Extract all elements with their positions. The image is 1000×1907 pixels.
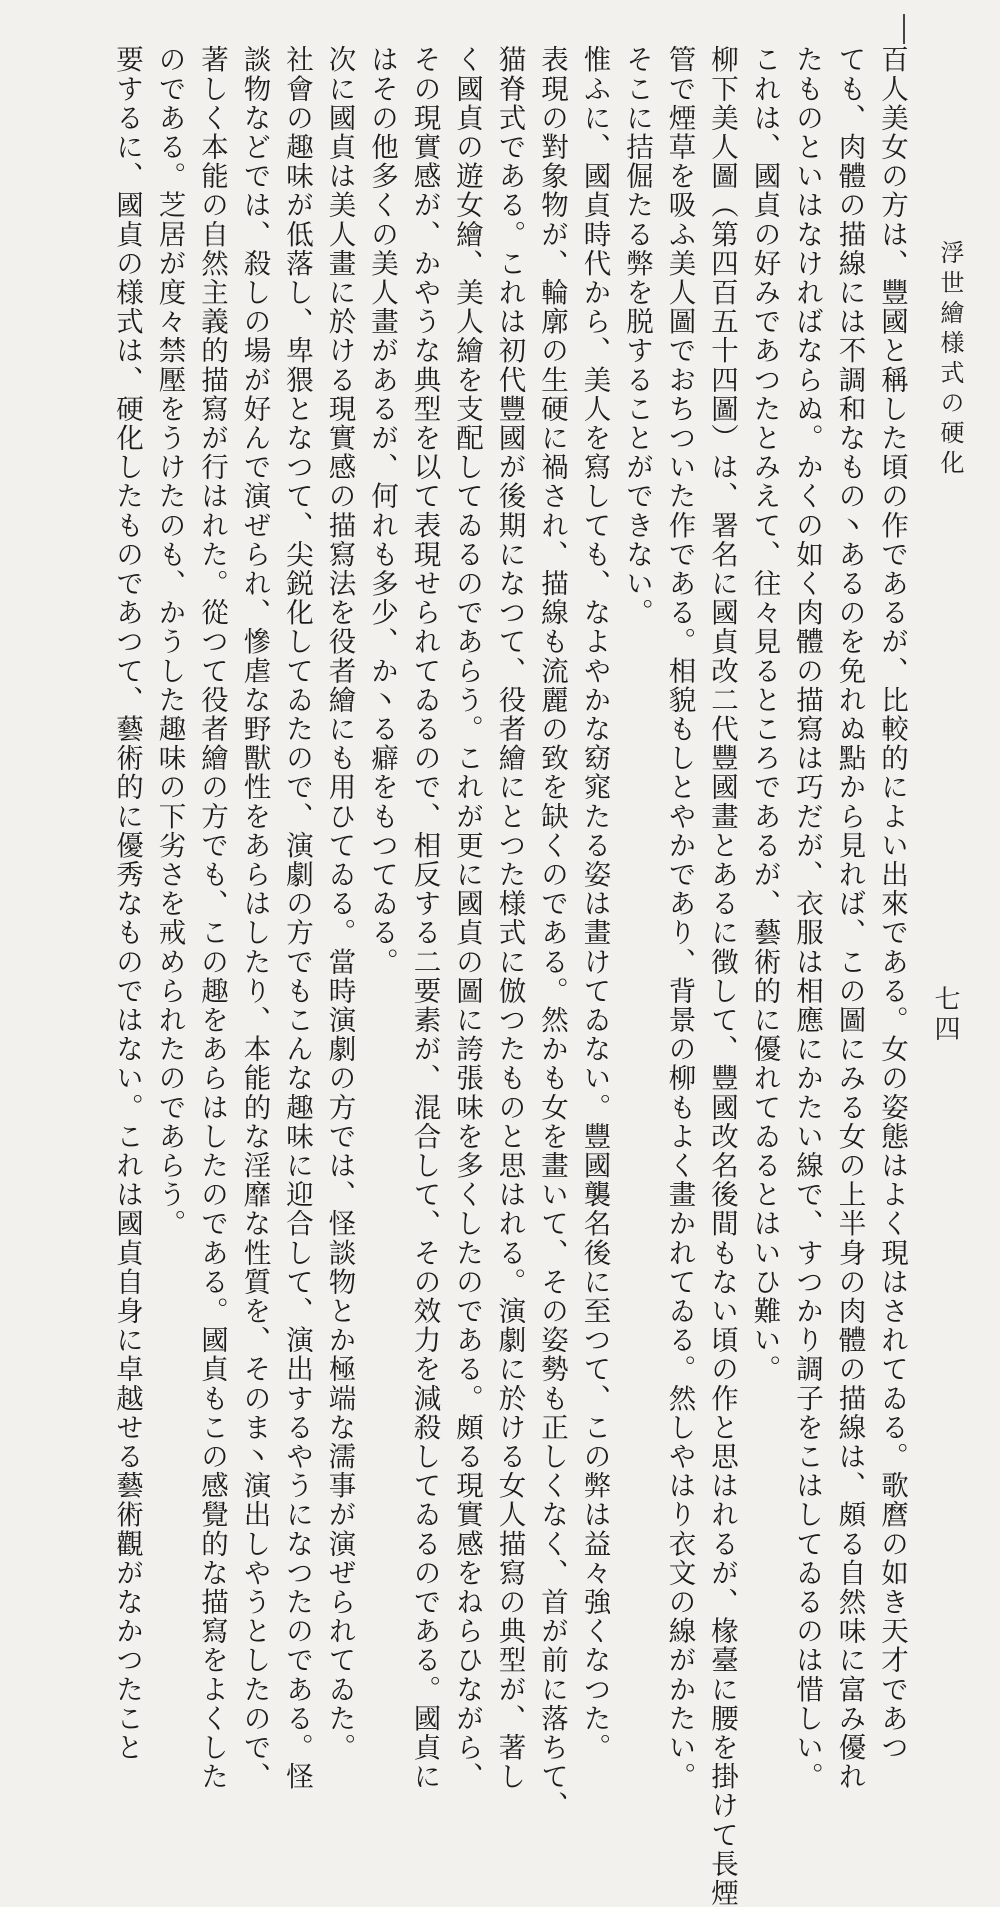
text-column: 要するに、國貞の様式は、硬化したものであつて、藝術的に優秀なものではない。これは國貞自身に卓越せる藝術觀がなかつたこと [111,45,143,1762]
text-column: 社會の趣味が低落し、卑猥となつて、尖鋭化してゐたので、演劇の方でもこんな趣味に迎合して、演出するやうになつたのである。怪 [281,45,313,1791]
text-column: 管で煙草を吸ふ美人圖でおちついた作である。相貌もしとやかであり、背景の柳もよく畫かれてゐる。然しやはり衣文の線がかたい。 [663,45,696,1791]
text-column: はその他多くの美人畫があるが、何れも多少、か丶る癖をもつてゐる。 [366,45,398,977]
text-column: く國貞の遊女繪、美人繪を支配してゐるのであらう。これが更に國貞の圖に誇張味を多くしたのである。頗る現實感をねらひながら、 [451,45,483,1791]
running-head: 浮世繪様式の硬化 [936,240,964,480]
page-number: 七四 [930,985,960,1045]
text-column: たものといはなければならぬ。かくの如く肉體の描寫は巧だが、衣服は相應にかたい線で、すつかり調子をこはしてゐるのは惜しい。 [791,45,823,1791]
text-column: 次に國貞は美人畫に於ける現實感の描寫法を役者繪にも用ひてゐる。當時演劇の方では、怪談物とか極端な濡事が演ぜられてゐた。 [323,45,356,1762]
page-edge-mark [903,14,905,44]
text-column: 猫脊式である。これは初代豐國が後期になつて、役者繪にとつた様式に倣つたものと思はれる。演劇に於ける女人描寫の典型が、著し [493,45,526,1791]
text-column: 表現の對象物が、輪廓の生硬に禍され、描線も流麗の致を缺くのである。然かも女を畫いて、その姿勢も正しくなく、首が前に落ちて、 [536,45,568,1821]
text-column: ても、肉體の描線には不調和なもの丶あるのを免れぬ點から見れば、この圖にみる女の上半身の肉體の描線は、頗る自然味に富み優れ [833,45,866,1791]
text-column: 談物などでは、殺しの場が好んで演ぜられ、慘虐な野獸性をあらはしたり、本能的な淫靡な性質を、そのま丶演出しやうとしたので、 [238,45,271,1791]
text-column: その現實感が、かやうな典型を以て表現せられてゐるので、相反する二要素が、混合して、その效力を減殺してゐるのである。國貞に [408,45,441,1791]
text-column: 惟ふに、國貞時代から、美人を寫しても、なよやかな窈窕たる姿は畫けてゐない。豐國襲名後に至つて、この弊は益々強くなつた。 [578,45,611,1762]
text-column: そこに拮倔たる弊を脱することができない。 [621,45,653,627]
text-column: 著しく本能の自然主義的描寫が行はれた。從つて役者繪の方でも、この趣をあらはしたのである。國貞もこの感覺的な描寫をよくした [196,45,228,1791]
text-column: のである。芝居が度々禁壓をうけたのも、かうした趣味の下劣さを戒められたのであらう。 [153,45,186,1239]
text-column: 柳下美人圖（第四百五十四圖）は、署名に國貞改二代豐國畫とあるに徴して、豐國改名後間もない頃の作と思はれるが、椽臺に腰を掛けて長煙 [706,45,738,1907]
text-column: 百人美女の方は、豐國と稱した頃の作であるが、比較的によい出來である。女の姿態はよく現はされてゐる。歌麿の如き天才であつ [876,45,908,1762]
body-text [98,45,906,1907]
text-column: これは、國貞の好みであつたとみえて、往々見るところであるが、藝術的に優れてゐるとはいひ難い。 [748,45,781,1384]
